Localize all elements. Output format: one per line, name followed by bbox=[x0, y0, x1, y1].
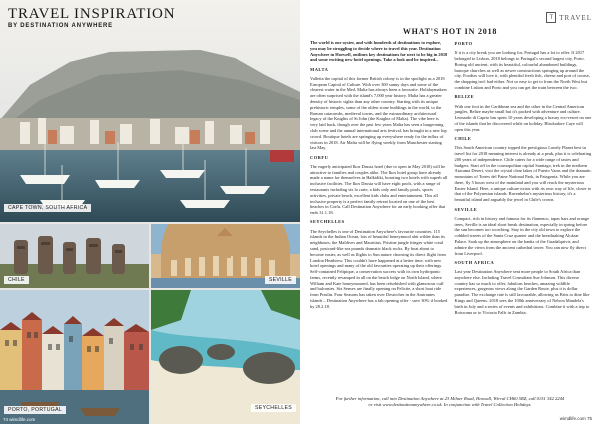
page-title: TRAVEL INSPIRATION bbox=[8, 6, 176, 22]
contact-footer bbox=[308, 396, 592, 408]
page-subtitle: BY DESTINATION ANYWHERE bbox=[8, 23, 113, 29]
article-page bbox=[300, 0, 600, 424]
destination-heading: CHILE bbox=[454, 135, 472, 141]
body-paragraph: Last year Destination Anywhere sent more people to South Africa than anywhere else. Including Travel Consultant Sue Johnson. This diverse country has so much to offer, fabulous beaches, amazing wildlife experiences, gorgeous views along the Garden Route, plus it is dollar paradise. The exchange rate is still favourable, allowing us Brits to dine like Kings and Queens. 2018 sees the 100th anniversary of Nelson Mandela's birth in July and a series of events and exhibitions. Combine it with a trip to Botswana or to Victoria Falls in Zambia. bbox=[454, 269, 590, 315]
intro-paragraph: The world is our oyster, and with hundreds of destinations to explore, you may be struggling to decide where to travel this year. Destination Anywhere in Hoewell, outlines key destinations for next to be big in 2018 and some exciting new hotel openings. Take a look and be inspired... bbox=[310, 40, 448, 63]
chile-photo bbox=[0, 224, 149, 288]
body-paragraph: The eagerly anticipated Ikos Dassia hotel (due to open in May 2018) will be attractive to families and couples alike. The Ikos hotel group have already made a name for themselves in Halkidiki, boasting two hotels with superb all inclusive facilities. The Ikos Dassia will have eight pools, with a range of restaurants including six la carte, a kids only and family pools, sports activities, private beach, excellent kids clubs and entertainment. This all inclusive property is a perfect family retreat located on one of the best beaches in Corfu. Call Destination Anywhere for an early booking offer that ends 31.1.18. bbox=[310, 163, 448, 216]
destination-heading: SOUTH AFRICA bbox=[454, 259, 495, 265]
seychelles-caption: SEYCHELLES bbox=[251, 404, 296, 412]
seville-photo bbox=[151, 224, 300, 288]
right-page-folio: wimdlife.com 75 bbox=[559, 416, 592, 421]
title-block bbox=[8, 6, 175, 29]
article-columns bbox=[310, 40, 592, 392]
brand-label: TRAVEL bbox=[559, 13, 592, 22]
section-brand bbox=[546, 12, 592, 23]
body-paragraph: This South American country topped the prestigious Lonely Planet best in travel list for 2018 meaning interest is already at a peak, plus it is celebrating 200 years of independence. Chile caters for a wide range of tastes and budgets. Start off in the cosmopolitan capital Santiago, trek in the northern Atacama Desert, visit the crystal clear lakes of Puerto Varas and the dramatic mountains of Torres del Paine National Park, in Patagonia. While you are there, fly 5 hours west of the mainland and you will reach the mysterious Easter Island. Here, a unique culture exists with its own way of life, closer to that of the Polynesian islands. Ravenhelm's mysterious history, it's a beautiful island and arguably the jewel in Chile's crown. bbox=[454, 145, 592, 203]
left-page-folio: 74 wimdlife.com bbox=[3, 417, 36, 422]
body-paragraph: If it is a city break you are looking for, Portugal has a lot to offer. If 2017 belonged to Lisbon, 2018 belongs to Portugal's second largest city, Porto. Boring old ancient, with its beautiful, colourful abandoned buildings, baroque churches as well as newer constructions springing up around the city. Foodies will love it, with plentiful fresh fish, cheese and port of course, the shopping isn't bad either. Not so easy to get to from the North West but combine Lisbon and Porto and you can get the train between the two. bbox=[454, 50, 590, 90]
porto-photo bbox=[0, 290, 149, 424]
seville-caption: SEVILLE bbox=[265, 276, 296, 284]
destination-heading: SEYCHELLES bbox=[310, 219, 345, 225]
chile-caption: CHILE bbox=[4, 276, 29, 284]
body-paragraph: The Seychelles is one of Destination Anywhere's favourite countries. 115 islands in the Indian Ocean, lots of beautiful honeymood abit wilder than its neighbours, the Maldives and Mauritius. Pristine jungle fringes white coral sand, postcard-like sea pounds dramatic black rocks. By boat about to become easier, as well as flights to Sun nature choosing its direct flight from London Heathrow. This couldn't have happened at a better time, with new hotel openings and many of the old favourites operating up their offerings. Self-contained Felipique, a conservation success with its own hydroponic farms, recently revamped in all on the beach lodge on North Island, where William and Kate honeymooned, has been refurbished with glamorous cuff and balconies. Six Senses are finally opening on Felicite, a short boat ride from Praslin. Four Seasons has taken over Desroches in the Amirantes islands – Destination Anywhere has a fab opening offer - save 30% if booked by 28.2.18. bbox=[310, 228, 448, 309]
footer-line-2: or visit www.destinationanywhere.co.uk. In conjunction with Travel Collection Holidays. bbox=[368, 401, 532, 407]
destination-heading: SEVILLE bbox=[454, 206, 478, 212]
destination-heading: PORTO bbox=[454, 41, 473, 46]
destination-heading: CORFU bbox=[310, 154, 329, 160]
seychelles-photo bbox=[151, 290, 300, 424]
body-paragraph: Compact, rich in history and famous for its flamenco, tapas bars and orange trees, Seville is an ideal short break destination, especially in spring before the sun becomes too scorching. Stay in the city old town to explore the cobbled streets of the Santa Cruz quarter and the breathtaking Alcázar Palace. Soak up the atmosphere on the banks of the Guadalquivir, and admire the views from the ancient cathedral tower. You can now fly direct from Liverpool. bbox=[454, 215, 590, 256]
porto-caption: PORTO, PORTUGAL bbox=[4, 406, 66, 414]
body-paragraph: With one foot in the Caribbean sea and the other in the Central American jungles, Belize maybe small but it's packed with adventure and culture. Leonardo di Caprio has spent 10 years developing a luxury eco-resort on one of the islands that he discovered while on holiday. Blackadore Caye will open this year. bbox=[454, 103, 592, 132]
brand-letter-box: T bbox=[546, 12, 556, 23]
article-column-2 bbox=[455, 40, 593, 392]
destination-heading: BELIZE bbox=[454, 94, 475, 100]
destination-heading: MALTA bbox=[310, 66, 329, 72]
cape-town-photo bbox=[0, 0, 300, 222]
article-column-1 bbox=[310, 40, 448, 392]
body-paragraph: Valletta the capital of this former British colony is in the spotlight as a 2018 European Capital of Culture. With over 300 sunny days and some of the clearest water in the Med, Malta has always been a favourite. Holidaymakers are often surprised with the island's 7,000 year history. Malta has a greater density of historic sights than any other country. Starting with its unique prehistoric temples, some of the oldest stone buildings in the world, to the Roman catacombs, medieval towns, and the extraordinary architectural legacy of the Knights of St John (the Knights of Malta). The vibe here is very laid back, though over the past few years Malta has seen a burgeoning club scene and the annual international arts festival, has brought in a new hip crowd. Boutique hotels are springing up everywhere ready for the influx of visitors in 2018. Air Malta will be flying weekly from Manchester starting last May. bbox=[310, 75, 447, 151]
cape-town-caption: CAPE TOWN, SOUTH AFRICA bbox=[4, 204, 91, 212]
footer-line-1: For further information, call into Destination Anywhere at 23 Milner Road, Heswall, Wirral CH60 5RZ, call 0151 342 2244 bbox=[335, 396, 565, 401]
section-title: WHAT'S HOT IN 2018 bbox=[402, 27, 498, 36]
